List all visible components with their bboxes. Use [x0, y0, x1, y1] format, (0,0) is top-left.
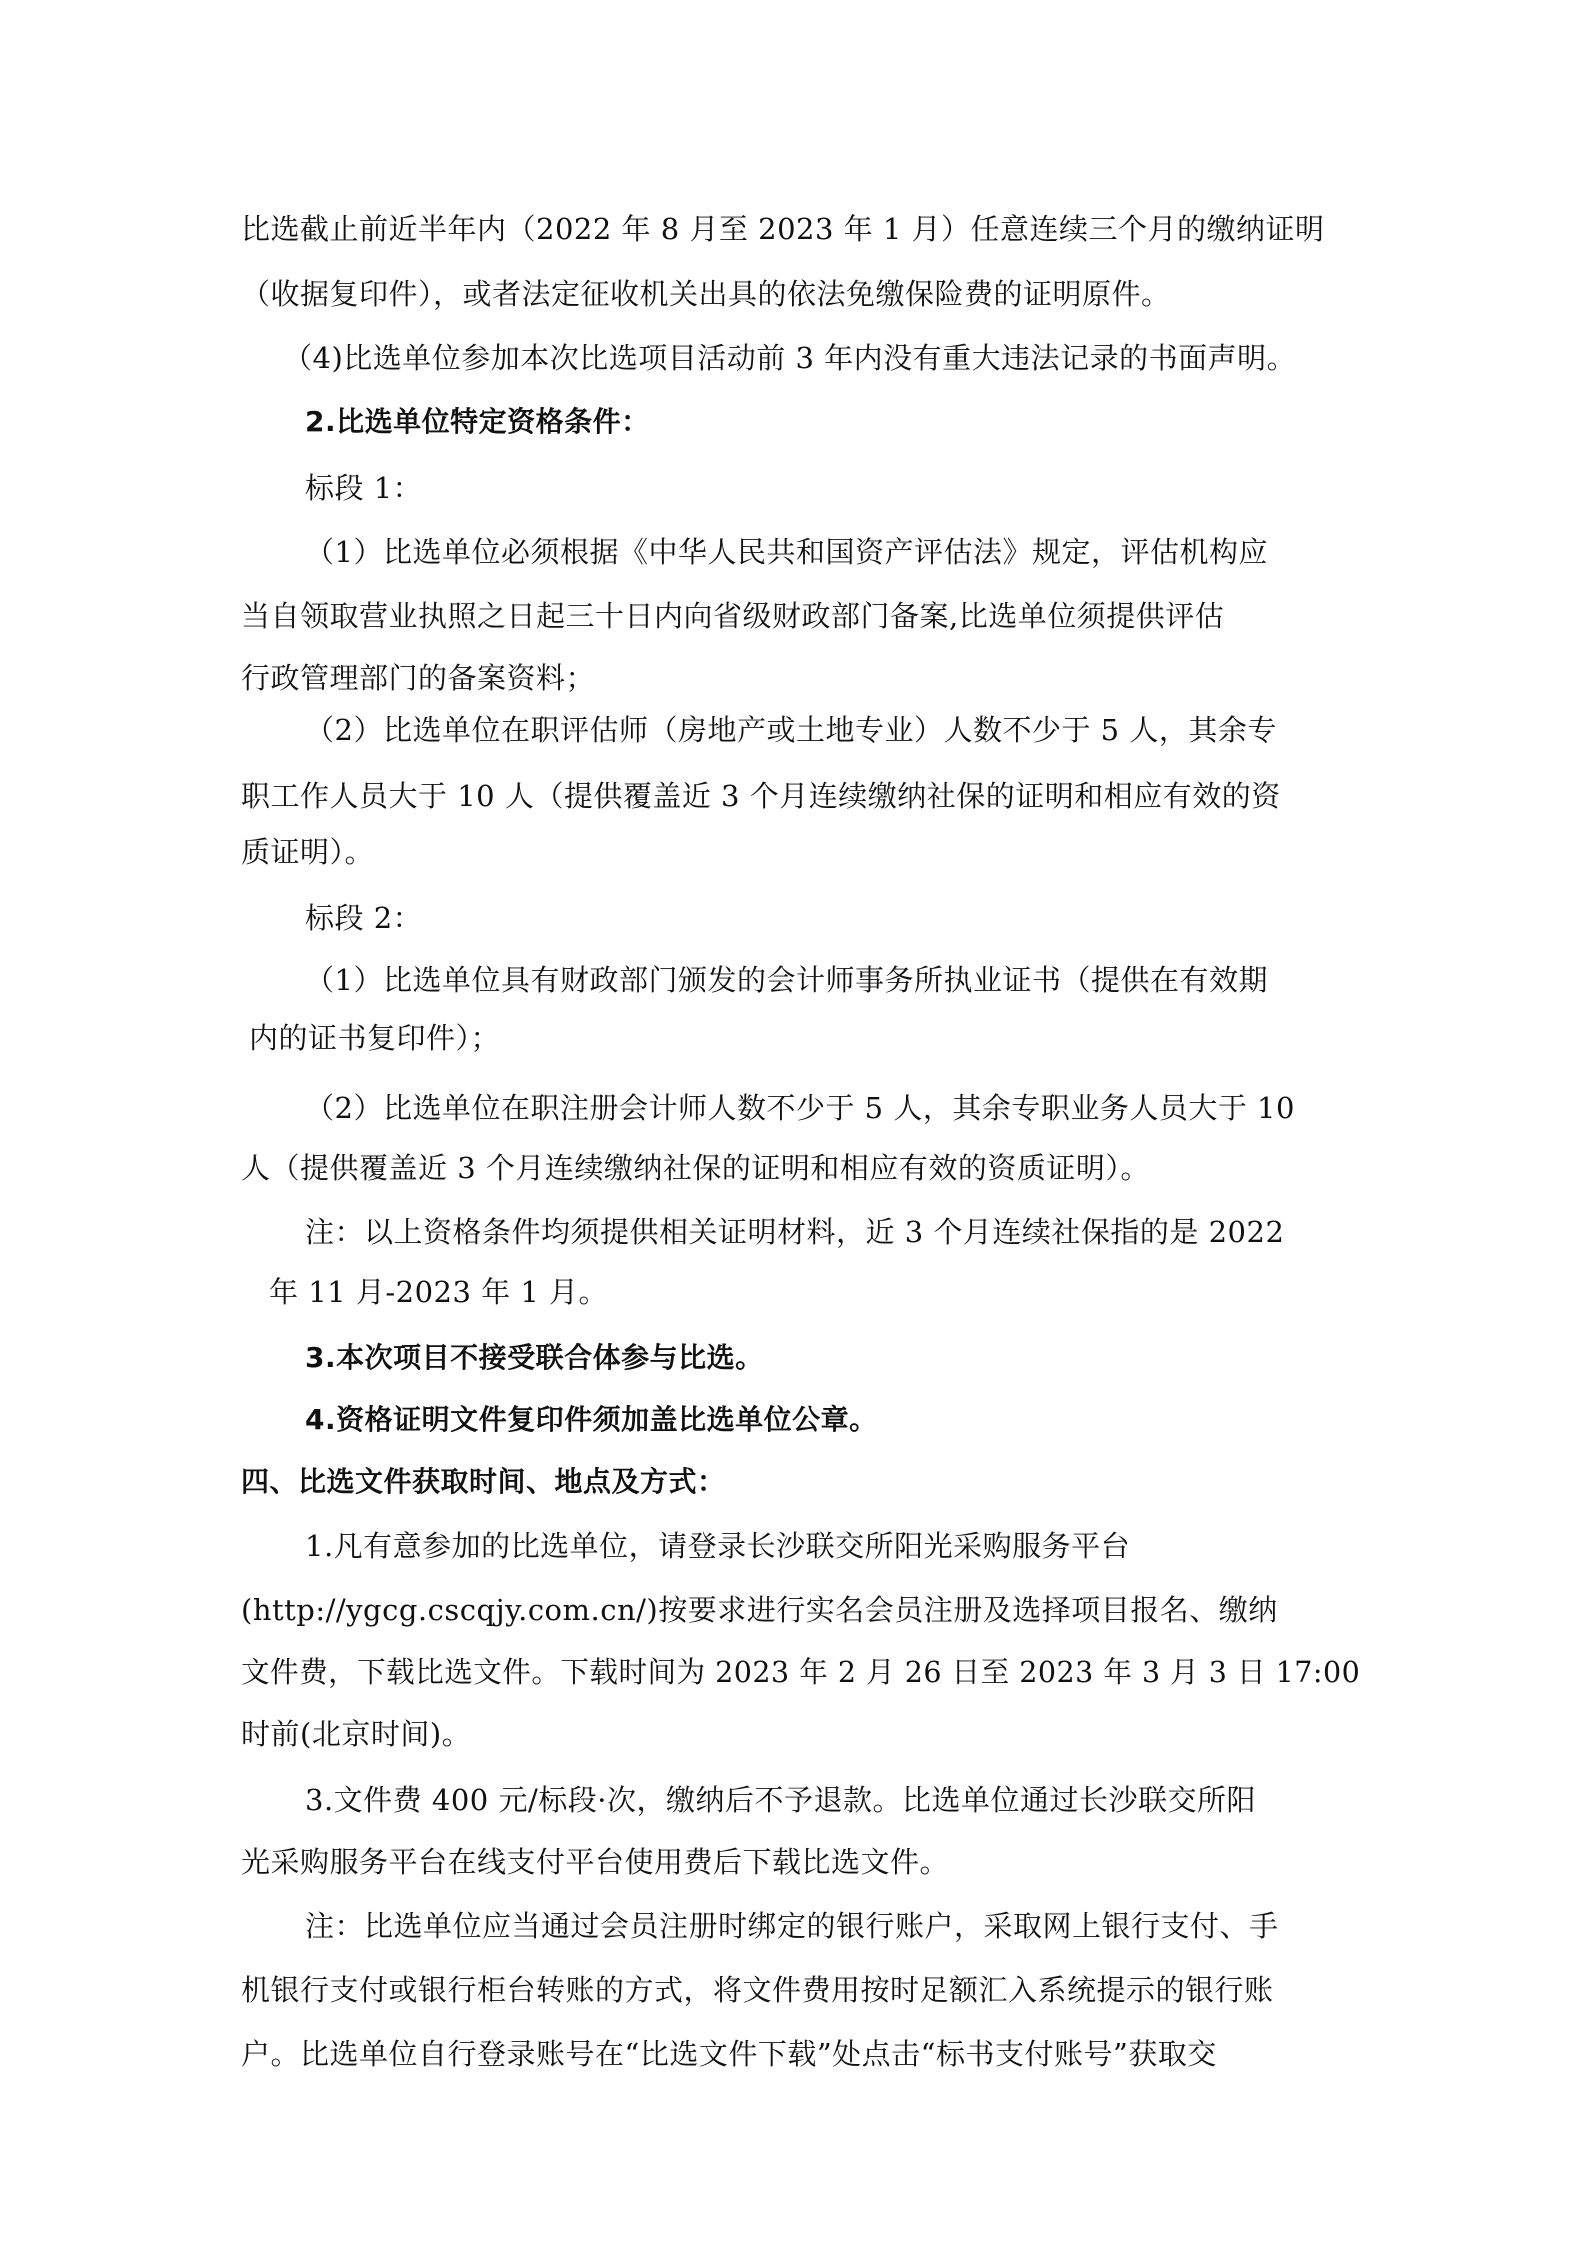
- text-line: （1）比选单位必须根据《中华人民共和国资产评估法》规定，评估机构应: [305, 535, 1268, 569]
- text-line: （2）比选单位在职评估师（房地产或土地专业）人数不少于 5 人，其余专: [305, 713, 1277, 747]
- text-line: (http://ygcg.cscqjy.com.cn/)按要求进行实名会员注册及选择项目报名、缴纳: [241, 1593, 1278, 1627]
- text-line: 光采购服务平台在线支付平台使用费后下载比选文件。: [241, 1845, 950, 1879]
- text-line: 机银行支付或银行柜台转账的方式，将文件费用按时足额汇入系统提示的银行账: [241, 1973, 1274, 2007]
- text-line: 当自领取营业执照之日起三十日内向省级财政部门备案,比选单位须提供评估: [241, 599, 1225, 633]
- section-heading: 3.本次项目不接受联合体参与比选。: [305, 1341, 764, 1374]
- text-line: 时前(北京时间)。: [241, 1717, 472, 1751]
- text-line: 标段 1：: [305, 471, 423, 505]
- text-line: （4)比选单位参加本次比选项目活动前 3 年内没有重大违法记录的书面声明。: [283, 341, 1297, 375]
- chapter-heading: 四、比选文件获取时间、地点及方式：: [241, 1465, 726, 1498]
- section-heading: 4.资格证明文件复印件须加盖比选单位公章。: [305, 1403, 878, 1436]
- text-line: 文件费，下载比选文件。下载时间为 2023 年 2 月 26 日至 2023 年 3 月 3 日 17:00: [241, 1655, 1361, 1689]
- text-line: 3.文件费 400 元/标段·次，缴纳后不予退款。比选单位通过长沙联交所阳: [305, 1783, 1256, 1817]
- text-line: （2）比选单位在职注册会计师人数不少于 5 人，其余专职业务人员大于 10: [305, 1091, 1295, 1125]
- section-heading: 2.比选单位特定资格条件：: [305, 405, 650, 438]
- text-line: 标段 2：: [305, 901, 423, 935]
- text-line: 注：以上资格条件均须提供相关证明材料，近 3 个月连续社保指的是 2022: [305, 1215, 1285, 1249]
- text-line: （1）比选单位具有财政部门颁发的会计师事务所执业证书（提供在有效期: [305, 963, 1268, 997]
- text-line: 质证明）。: [241, 835, 375, 869]
- text-line: 人（提供覆盖近 3 个月连续缴纳社保的证明和相应有效的资质证明）。: [241, 1151, 1150, 1185]
- text-line: 年 11 月-2023 年 1 月。: [269, 1275, 609, 1309]
- text-line: （收据复印件），或者法定征收机关出具的依法免缴保险费的证明原件。: [241, 277, 1171, 311]
- text-line: 户。比选单位自行登录账号在“比选文件下载”处点击“标书支付账号”获取交: [241, 2037, 1217, 2071]
- text-line: 内的证书复印件）；: [249, 1021, 501, 1055]
- text-line: 职工作人员大于 10 人（提供覆盖近 3 个月连续缴纳社保的证明和相应有效的资: [241, 779, 1281, 813]
- text-line: 1.凡有意参加的比选单位，请登录长沙联交所阳光采购服务平台: [305, 1529, 1131, 1563]
- text-line: 注：比选单位应当通过会员注册时绑定的银行账户，采取网上银行支付、手: [305, 1909, 1279, 1943]
- text-line: 比选截止前近半年内（2022 年 8 月至 2023 年 1 月）任意连续三个月的缴纳证明: [241, 212, 1325, 246]
- text-line: 行政管理部门的备案资料；: [241, 661, 596, 695]
